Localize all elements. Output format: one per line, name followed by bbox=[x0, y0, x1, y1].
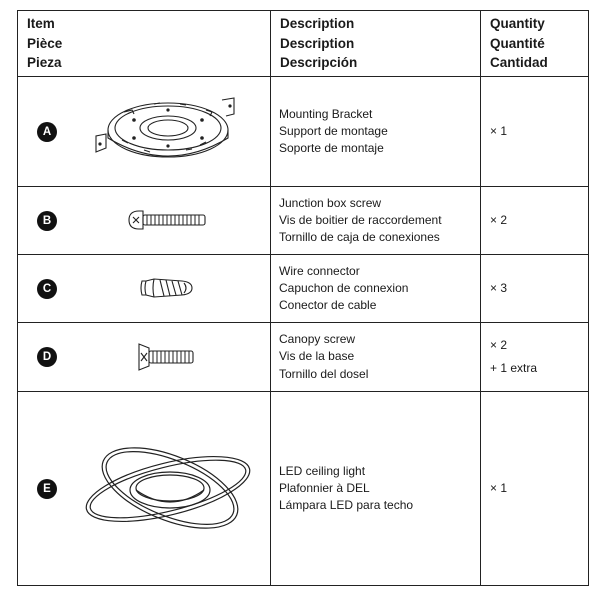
description-es: Soporte de montaje bbox=[279, 141, 384, 156]
item-cell bbox=[18, 255, 271, 323]
quantity-cell bbox=[481, 392, 589, 586]
table-row bbox=[18, 323, 589, 392]
quantity-cell bbox=[481, 77, 589, 187]
description-en: Wire connector bbox=[279, 263, 360, 278]
description-es: Lámpara LED para techo bbox=[279, 498, 414, 513]
description-en: Mounting Bracket bbox=[279, 106, 373, 121]
header-item-es: Pieza bbox=[27, 55, 62, 70]
header-description-en: Description bbox=[280, 16, 355, 31]
quantity-cell bbox=[481, 187, 589, 255]
junction-box-screw-icon bbox=[127, 209, 209, 231]
description-en: Canopy screw bbox=[279, 332, 356, 347]
item-badge: B bbox=[37, 211, 57, 231]
mounting-bracket-icon bbox=[94, 94, 242, 170]
item-cell bbox=[18, 323, 271, 392]
description-es: Conector de cable bbox=[279, 298, 377, 313]
description-cell bbox=[271, 392, 481, 586]
description-fr: Support de montage bbox=[279, 123, 388, 138]
description-fr: Capuchon de connexion bbox=[279, 280, 409, 295]
table-row bbox=[18, 255, 589, 323]
description-en: Junction box screw bbox=[279, 195, 382, 210]
description-es: Tornillo del dosel bbox=[279, 366, 369, 381]
description-cell bbox=[271, 323, 481, 392]
parts-table bbox=[17, 10, 589, 586]
item-badge: A bbox=[37, 122, 57, 142]
quantity-value: × 3 bbox=[490, 280, 508, 295]
header-row bbox=[18, 11, 589, 77]
quantity-value: × 1 bbox=[490, 123, 508, 138]
header-quantity-en: Quantity bbox=[490, 16, 545, 31]
quantity-cell bbox=[481, 255, 589, 323]
description-fr: Plafonnier à DEL bbox=[279, 480, 370, 495]
header-quantity-fr: Quantité bbox=[490, 35, 545, 51]
description-fr: Vis de la base bbox=[279, 349, 355, 364]
item-cell bbox=[18, 77, 271, 187]
header-item-en: Item bbox=[27, 16, 55, 31]
quantity-extra: + 1 extra bbox=[490, 361, 538, 375]
quantity-value: × 2 bbox=[490, 212, 508, 227]
description-fr: Vis de boitier de raccordement bbox=[279, 212, 442, 227]
quantity-value: × 1 bbox=[490, 480, 508, 495]
table-row bbox=[18, 77, 589, 187]
header-item-fr: Pièce bbox=[27, 35, 63, 51]
item-badge: C bbox=[37, 279, 57, 299]
description-cell bbox=[271, 77, 481, 187]
quantity-value: × 2 bbox=[490, 337, 508, 352]
table-row bbox=[18, 392, 589, 586]
header-description-es: Descripción bbox=[280, 55, 358, 70]
item-badge: E bbox=[37, 479, 57, 499]
quantity-cell bbox=[481, 323, 589, 392]
item-badge: D bbox=[37, 347, 57, 367]
header-quantity bbox=[481, 11, 589, 77]
description-en: LED ceiling light bbox=[279, 463, 366, 478]
description-cell bbox=[271, 255, 481, 323]
header-description-fr: Description bbox=[280, 35, 355, 51]
led-ceiling-light-icon bbox=[80, 444, 256, 534]
item-cell bbox=[18, 392, 271, 586]
description-es: Tornillo de caja de conexiones bbox=[279, 230, 440, 245]
item-cell bbox=[18, 187, 271, 255]
header-item bbox=[18, 11, 271, 77]
table-row bbox=[18, 187, 589, 255]
wire-connector-icon bbox=[140, 273, 196, 303]
description-cell bbox=[271, 187, 481, 255]
canopy-screw-icon bbox=[135, 342, 197, 372]
header-quantity-es: Cantidad bbox=[490, 55, 548, 70]
header-description bbox=[271, 11, 481, 77]
